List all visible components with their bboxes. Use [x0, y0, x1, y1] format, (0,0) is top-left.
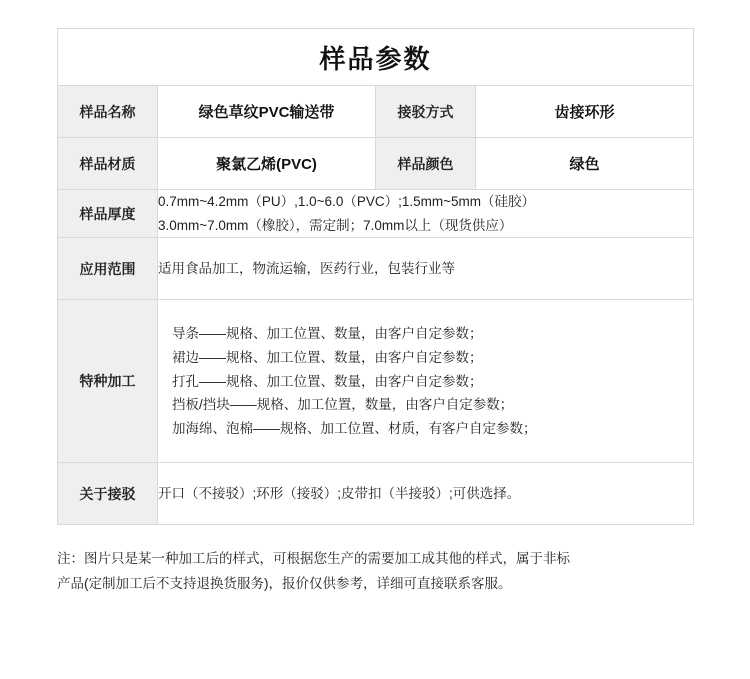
footer-note — [57, 547, 693, 597]
page-title: 样品参数 — [58, 29, 694, 86]
row-label-special-process: 特种加工 — [58, 300, 158, 463]
table-row — [58, 138, 694, 190]
row-value-joint-method: 齿接环形 — [476, 86, 694, 138]
special-process-line: 挡板/挡块——规格、加工位置，数量，由客户自定参数； — [172, 397, 514, 413]
row-value-application — [158, 238, 694, 300]
row-value-thickness — [158, 190, 694, 238]
row-label-sample-name: 样品名称 — [58, 86, 158, 138]
row-value-sample-name: 绿色草纹PVC输送带 — [158, 86, 376, 138]
thickness-line: 3.0mm~7.0mm（橡胶），需定制；7.0mm以上（现货供应） — [158, 217, 513, 233]
special-process-line: 加海绵、泡棉——规格、加工位置、材质，有客户自定参数； — [172, 420, 537, 436]
table-row — [58, 86, 694, 138]
table-row-title — [58, 29, 694, 86]
table-row — [58, 463, 694, 525]
table-row — [58, 190, 694, 238]
row-label-sample-material: 样品材质 — [58, 138, 158, 190]
row-value-sample-color: 绿色 — [476, 138, 694, 190]
special-process-line: 裙边——规格、加工位置、数量，由客户自定参数； — [172, 349, 483, 365]
footer-note-line: 注：图片只是某一种加工后的样式，可根据您生产的需要加工成其他的样式，属于非标 — [57, 551, 570, 567]
row-value-sample-material: 聚氯乙烯(PVC) — [158, 138, 376, 190]
special-process-line: 打孔——规格、加工位置、数量，由客户自定参数； — [172, 373, 483, 389]
sample-parameters-table — [57, 28, 694, 525]
thickness-line: 0.7mm~4.2mm（PU）,1.0~6.0（PVC）;1.5mm~5mm（硅胶） — [158, 194, 535, 209]
special-process-line: 导条——规格、加工位置、数量，由客户自定参数； — [172, 326, 483, 342]
application-line: 适用食品加工，物流运输，医药行业，包装行业等 — [158, 260, 455, 276]
footer-note-line: 产品(定制加工后不支持退换货服务)，报价仅供参考，详细可直接联系客服。 — [57, 576, 512, 592]
connection-line: 开口（不接驳）;环形（接驳）;皮带扣（半接驳）;可供选择。 — [158, 486, 521, 502]
row-label-application: 应用范围 — [58, 238, 158, 300]
row-label-sample-color: 样品颜色 — [376, 138, 476, 190]
row-label-connection: 关于接驳 — [58, 463, 158, 525]
row-value-special-process — [158, 300, 694, 463]
table-row — [58, 300, 694, 463]
table-row — [58, 238, 694, 300]
row-label-joint-method: 接驳方式 — [376, 86, 476, 138]
row-value-connection — [158, 463, 694, 525]
row-label-thickness: 样品厚度 — [58, 190, 158, 238]
